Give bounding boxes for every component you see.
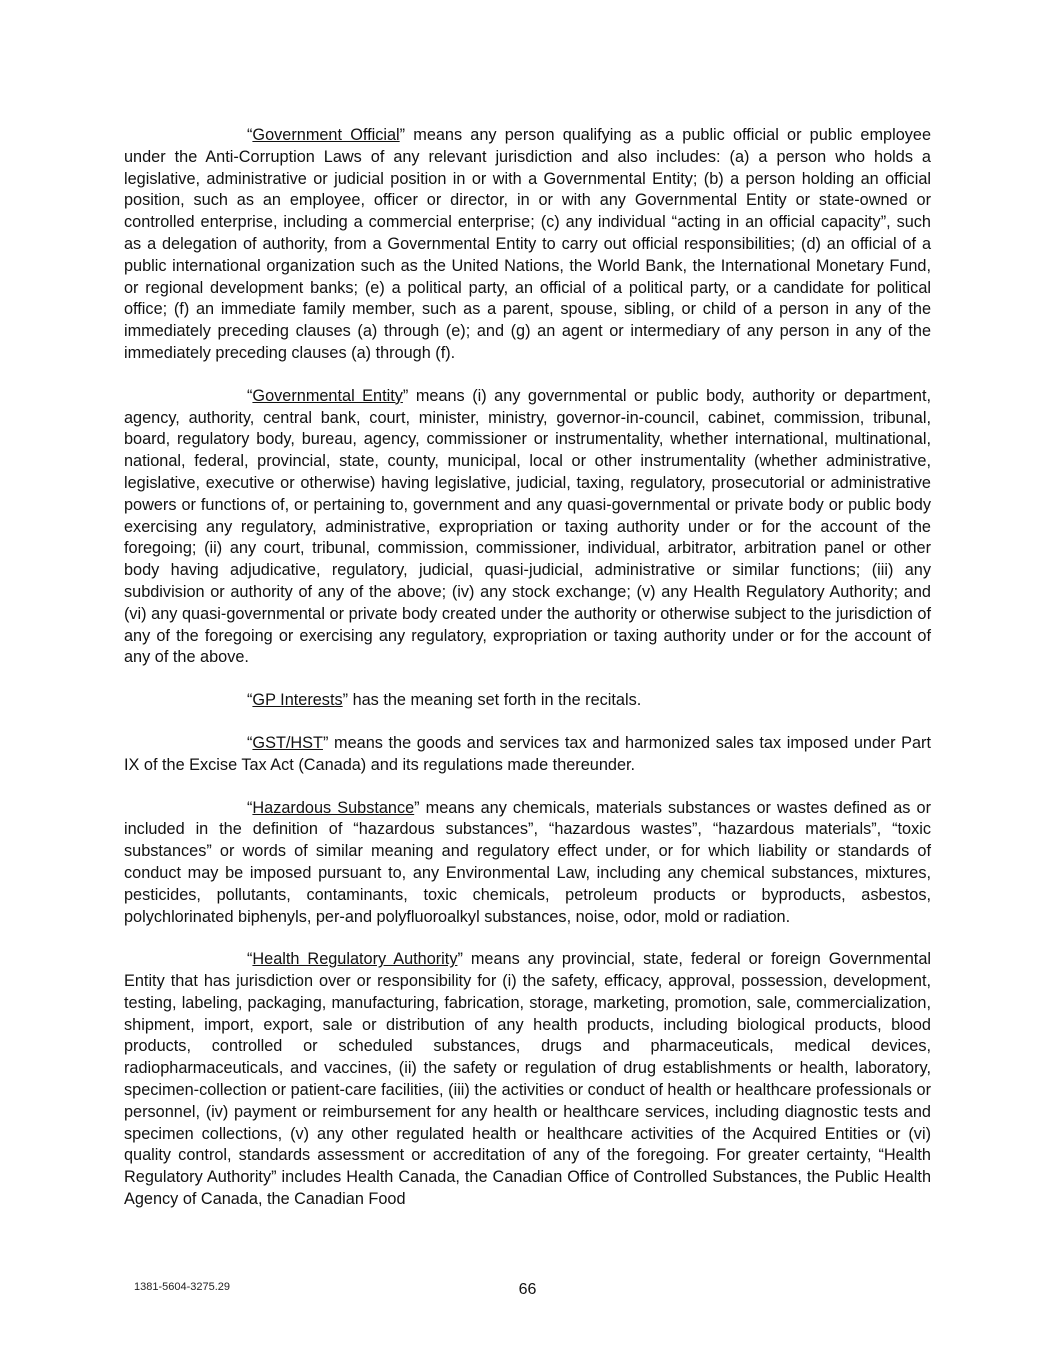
definition-paragraph: “GST/HST” means the goods and services tax and harmonized sales tax imposed under Part IX of the Excise Tax Act (Canada) and its regulations made thereunder. — [124, 733, 931, 774]
defined-term: Hazardous Substance — [252, 798, 415, 817]
definition-text: ” means any person qualifying as a public official or public employee under the Anti-Corruption Laws of any relevant jurisdiction and also includes: (a) a person who holds a legislative, administrative or judicial position in or with a Governmental Entity; (b) a person holding an official position, such as an employee, officer or director, in or with any Governmental Entity or state-owned or controlled enterprise, including a commercial enterprise; (c) any individual “acting in an official capacity”, such as a delegation of authority, from a Governmental Entity to carry out official responsibilities; (d) an official of a public international organization such as the United Nations, the World Bank, the International Monetary Fund, or regional development banks; (e) a political party, an official of a political party, or a candidate for political office; (f) an immediate family member, such as a parent, spouse, sibling, or child of a person in any of the immediately preceding clauses (a) through (e); and (g) an agent or intermediary of any person in any of the immediately preceding clauses (a) through (f). — [124, 126, 931, 362]
definition-text: ” means any provincial, state, federal or foreign Governmental Entity that has jurisdiction over or responsibility for (i) the safety, efficacy, approval, possession, development, testing, labeling, packaging, manufacturing, fabrication, storage, marketing, promotion, sale, commercialization, shipment, import, export, sale or distribution of any health products, including biological products, blood products, controlled or scheduled substances, drugs and pharmaceuticals, medical devices, radiopharmaceuticals, and vaccines, (ii) the safety or regulation of drug establishments or health, laboratory, specimen-collection or patient-care facilities, (iii) the activities or conduct of health or healthcare professionals or personnel, (iv) payment or reimbursement for any health or healthcare services, including diagnostic tests and specimen collections, (v) any other regulated health or healthcare activities of the Acquired Entities or (vi) quality control, standards assessment or accreditation of any of the foregoing. For greater certainty, “Health Regulatory Authority” includes Health Canada, the Canadian Office of Controlled Substances, the Public Health Agency of Canada, the Canadian Food — [124, 950, 931, 1209]
document-code: 1381-5604-3275.29 — [134, 1281, 231, 1293]
defined-term: Governmental Entity — [252, 386, 403, 405]
definition-text: ” means (i) any governmental or public body, authority or department, agency, authority, central bank, court, minister, ministry, governor-in-council, cabinet, commission, tribunal, board, regulatory body, bureau, agency, commissioner or instrumentality, whether international, multinational, national, federal, provincial, state, county, municipal, local or other instrumentality (whether administrative, legislative, executive or otherwise) having legislative, judicial, taxing, regulatory, prosecutorial or administrative powers or functions of, or pertaining to, government and any quasi-governmental or private body or public body exercising any regulatory, administrative, expropriation or taxing authority under or for the account of the foregoing; (ii) any court, tribunal, commission, commissioner, individual, arbitrator, arbitration panel or other body having adjudicative, regulatory, judicial, quasi-judicial, administrative or similar functions; (iii) any subdivision or authority of any of the above; (iv) any stock exchange; (v) any Health Regulatory Authority; and (vi) any quasi-governmental or private body created under the authority or otherwise subject to the jurisdiction of any of the foregoing or exercising any regulatory, expropriation or taxing authority under or for the account of any of the above. — [124, 386, 931, 667]
definitions-body — [124, 125, 931, 1232]
defined-term: GP Interests — [252, 691, 343, 710]
definition-paragraph: “Hazardous Substance” means any chemicals, materials substances or wastes defined as or included in the definition of “hazardous substances”, “hazardous wastes”, “hazardous materials”, “toxic substances” or words of similar meaning and regulatory effect under, or for which liability or standards of conduct may be imposed pursuant to, any Environmental Law, including any chemical substances, mixtures, pesticides, pollutants, contaminants, toxic chemicals, petroleum products or byproducts, asbestos, polychlorinated biphenyls, per-and polyfluoroalkyl substances, noise, odor, mold or radiation. — [124, 798, 931, 926]
defined-term: GST/HST — [252, 733, 323, 752]
definition-text: ” means the goods and services tax and harmonized sales tax imposed under Part IX of the Excise Tax Act (Canada) and its regulations made thereunder. — [124, 733, 931, 774]
definition-paragraph: “Government Official” means any person qualifying as a public official or public employee under the Anti-Corruption Laws of any relevant jurisdiction and also includes: (a) a person who holds a legislative, administrative or judicial position in or with a Governmental Entity; (b) a person holding an official position, such as an employee, officer or director, in or with any Governmental Entity or state-owned or controlled enterprise, including a commercial enterprise; (c) any individual “acting in an official capacity”, such as a delegation of authority, from a Governmental Entity to carry out official responsibilities; (d) an official of a public international organization such as the United Nations, the World Bank, the International Monetary Fund, or regional development banks; (e) a political party, an official of a political party, or a candidate for political office; (f) an immediate family member, such as a parent, spouse, sibling, or child of a person in any of the immediately preceding clauses (a) through (e); and (g) an agent or intermediary of any person in any of the immediately preceding clauses (a) through (f). — [124, 126, 931, 362]
definition-text: ” means any chemicals, materials substances or wastes defined as or included in the definition of “hazardous substances”, “hazardous wastes”, “hazardous materials”, “toxic substances” or words of similar meaning and regulatory effect under, or for which liability or standards of conduct may be imposed pursuant to, any Environmental Law, including any chemical substances, mixtures, pesticides, pollutants, contaminants, toxic chemicals, petroleum products or byproducts, asbestos, polychlorinated biphenyls, per-and polyfluoroalkyl substances, noise, odor, mold or radiation. — [124, 798, 931, 926]
defined-term: Government Official — [252, 126, 400, 144]
page-number: 66 — [518, 1281, 537, 1298]
definition-text: ” has the meaning set forth in the recitals. — [342, 691, 642, 710]
definition-paragraph: “Governmental Entity” means (i) any governmental or public body, authority or department, agency, authority, central bank, court, minister, ministry, governor-in-council, cabinet, commission, tribunal, board, regulatory body, bureau, agency, commissioner or instrumentality, whether international, multinational, national, federal, provincial, state, county, municipal, local or other instrumentality (whether administrative, legislative, executive or otherwise) having legislative, judicial, taxing, regulatory, prosecutorial or administrative powers or functions of, or pertaining to, government and any quasi-governmental or private body or public body exercising any regulatory, administrative, expropriation or taxing authority under or for the account of the foregoing; (ii) any court, tribunal, commission, commissioner, individual, arbitrator, arbitration panel or other body having adjudicative, regulatory, judicial, quasi-judicial, administrative or similar functions; (iii) any subdivision or authority of any of the above; (iv) any stock exchange; (v) any Health Regulatory Authority; and (vi) any quasi-governmental or private body created under the authority or otherwise subject to the jurisdiction of any of the foregoing or exercising any regulatory, expropriation or taxing authority under or for the account of any of the above. — [124, 386, 931, 667]
definition-paragraph: “Health Regulatory Authority” means any provincial, state, federal or foreign Governmental Entity that has jurisdiction over or responsibility for (i) the safety, efficacy, approval, possession, development, testing, labeling, packaging, manufacturing, fabrication, storage, marketing, promotion, sale, commercialization, shipment, import, export, sale or distribution of any health products, including biological products, blood products, controlled or scheduled substances, drugs and pharmaceuticals, medical devices, radiopharmaceuticals, and vaccines, (ii) the safety or regulation of drug establishments or health, laboratory, specimen-collection or patient-care facilities, (iii) the activities or conduct of health or healthcare professionals or personnel, (iv) payment or reimbursement for any health or healthcare services, including diagnostic tests and specimen collections, (v) any other regulated health or healthcare activities of the Acquired Entities or (vi) quality control, standards assessment or accreditation of any of the foregoing. For greater certainty, “Health Regulatory Authority” includes Health Canada, the Canadian Office of Controlled Substances, the Public Health Agency of Canada, the Canadian Food — [124, 950, 931, 1209]
definition-paragraph: “GP Interests” has the meaning set forth in the recitals. — [247, 691, 642, 710]
defined-term: Health Regulatory Authority — [252, 950, 458, 969]
